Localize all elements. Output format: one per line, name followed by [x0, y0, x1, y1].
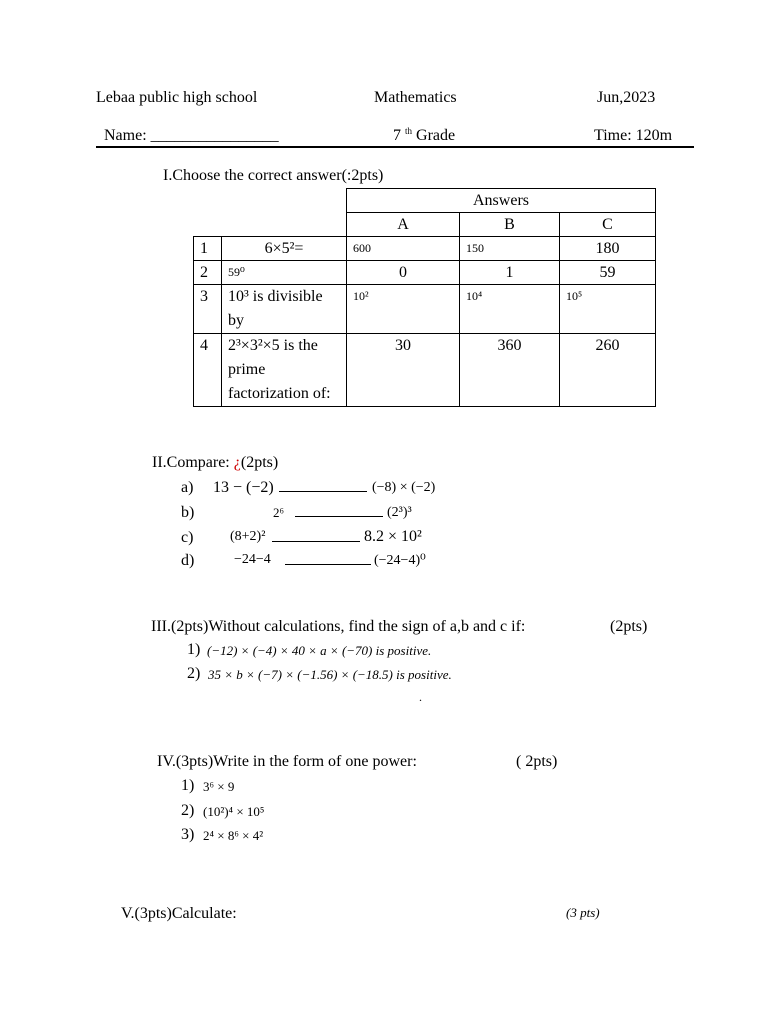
compare-right: 8.2 × 10²	[364, 528, 422, 545]
school-name: Lebaa public high school	[96, 89, 258, 106]
answer-blank	[279, 479, 367, 497]
answers-table	[193, 188, 656, 407]
section-2-title-pts: (2pts)	[240, 454, 279, 471]
compare-right: (−24−4)⁰	[374, 553, 426, 568]
compare-label: d)	[181, 552, 195, 569]
option-a: 0	[347, 261, 460, 285]
option-a: 30	[347, 334, 460, 407]
grade-label	[393, 127, 455, 145]
sign-item-label: 1)	[187, 641, 201, 658]
section-2-title-mark: ¿	[233, 454, 241, 471]
question: 10³ is divisible by	[222, 285, 347, 334]
sign-item-expression: 35 × b × (−7) × (−1.56) × (−18.5) is positive.	[208, 667, 452, 682]
compare-left: 13 − (−2)	[213, 479, 274, 496]
grade-suffix: th	[405, 126, 413, 136]
compare-right: (−8) × (−2)	[372, 480, 436, 495]
option-b: 10⁴	[460, 285, 560, 334]
answer-blank	[285, 552, 371, 570]
blank-cell	[194, 213, 222, 237]
compare-label: a)	[181, 479, 194, 496]
option-b: 150	[460, 237, 560, 261]
exam-date: Jun,2023	[597, 89, 656, 106]
row-number: 3	[194, 285, 222, 334]
compare-left: −24−4	[234, 552, 271, 567]
power-item-expression: (10²)⁴ × 10⁵	[203, 804, 265, 819]
compare-right: (2³)³	[387, 505, 412, 520]
section-5-points: (3 pts)	[566, 905, 600, 920]
row-number: 4	[194, 334, 222, 407]
col-header-a: A	[347, 213, 460, 237]
grade-word: Grade	[416, 127, 456, 144]
power-item-label: 2)	[181, 802, 195, 819]
question: 59⁰	[222, 261, 347, 285]
option-c: 180	[560, 237, 656, 261]
sign-item-expression: (−12) × (−4) × 40 × a × (−70) is positive.	[207, 643, 432, 658]
row-number: 1	[194, 237, 222, 261]
power-item-label: 3)	[181, 826, 195, 843]
compare-label: b)	[181, 504, 195, 521]
option-c: 260	[560, 334, 656, 407]
table-row	[194, 285, 656, 334]
table-row	[194, 261, 656, 285]
table-row	[194, 237, 656, 261]
subject: Mathematics	[374, 89, 457, 106]
section-4-points: ( 2pts)	[516, 753, 558, 770]
stray-dot: .	[419, 690, 422, 704]
sign-item-label: 2)	[187, 665, 201, 682]
answers-header: Answers	[347, 189, 656, 213]
blank-cell	[222, 189, 347, 213]
blank-cell	[194, 189, 222, 213]
compare-label: c)	[181, 529, 194, 546]
answer-blank	[272, 529, 360, 547]
table-row	[194, 334, 656, 407]
section-2-title	[152, 454, 278, 472]
header-divider	[96, 146, 694, 148]
question: 6×5²=	[222, 237, 347, 261]
option-a: 10²	[347, 285, 460, 334]
section-3-points: (2pts)	[610, 618, 648, 635]
compare-left: 2⁶	[273, 505, 285, 520]
option-c: 59	[560, 261, 656, 285]
col-header-b: B	[460, 213, 560, 237]
option-a: 600	[347, 237, 460, 261]
section-4-title: IV.(3pts)Write in the form of one power:	[157, 753, 417, 770]
power-item-expression: 3⁶ × 9	[203, 779, 235, 794]
power-item-label: 1)	[181, 777, 195, 794]
time-limit: Time: 120m	[594, 127, 673, 144]
col-header-c: C	[560, 213, 656, 237]
blank-cell	[222, 213, 347, 237]
row-number: 2	[194, 261, 222, 285]
grade-number: 7	[393, 127, 401, 144]
power-item-expression: 2⁴ × 8⁶ × 4²	[203, 828, 264, 843]
section-3-title: III.(2pts)Without calculations, find the sign of a,b and c if:	[151, 618, 526, 635]
section-1-title: I.Choose the correct answer(:2pts)	[163, 167, 384, 184]
section-5-title: V.(3pts)Calculate:	[121, 905, 237, 922]
option-c: 10⁵	[560, 285, 656, 334]
compare-left: (8+2)²	[230, 529, 266, 544]
option-b: 360	[460, 334, 560, 407]
name-field: Name: ________________	[104, 127, 279, 144]
option-b: 1	[460, 261, 560, 285]
question: 2³×3²×5 is the prime factorization of:	[222, 334, 347, 407]
section-2-title-text: II.Compare:	[152, 454, 234, 471]
answer-blank	[295, 504, 383, 522]
